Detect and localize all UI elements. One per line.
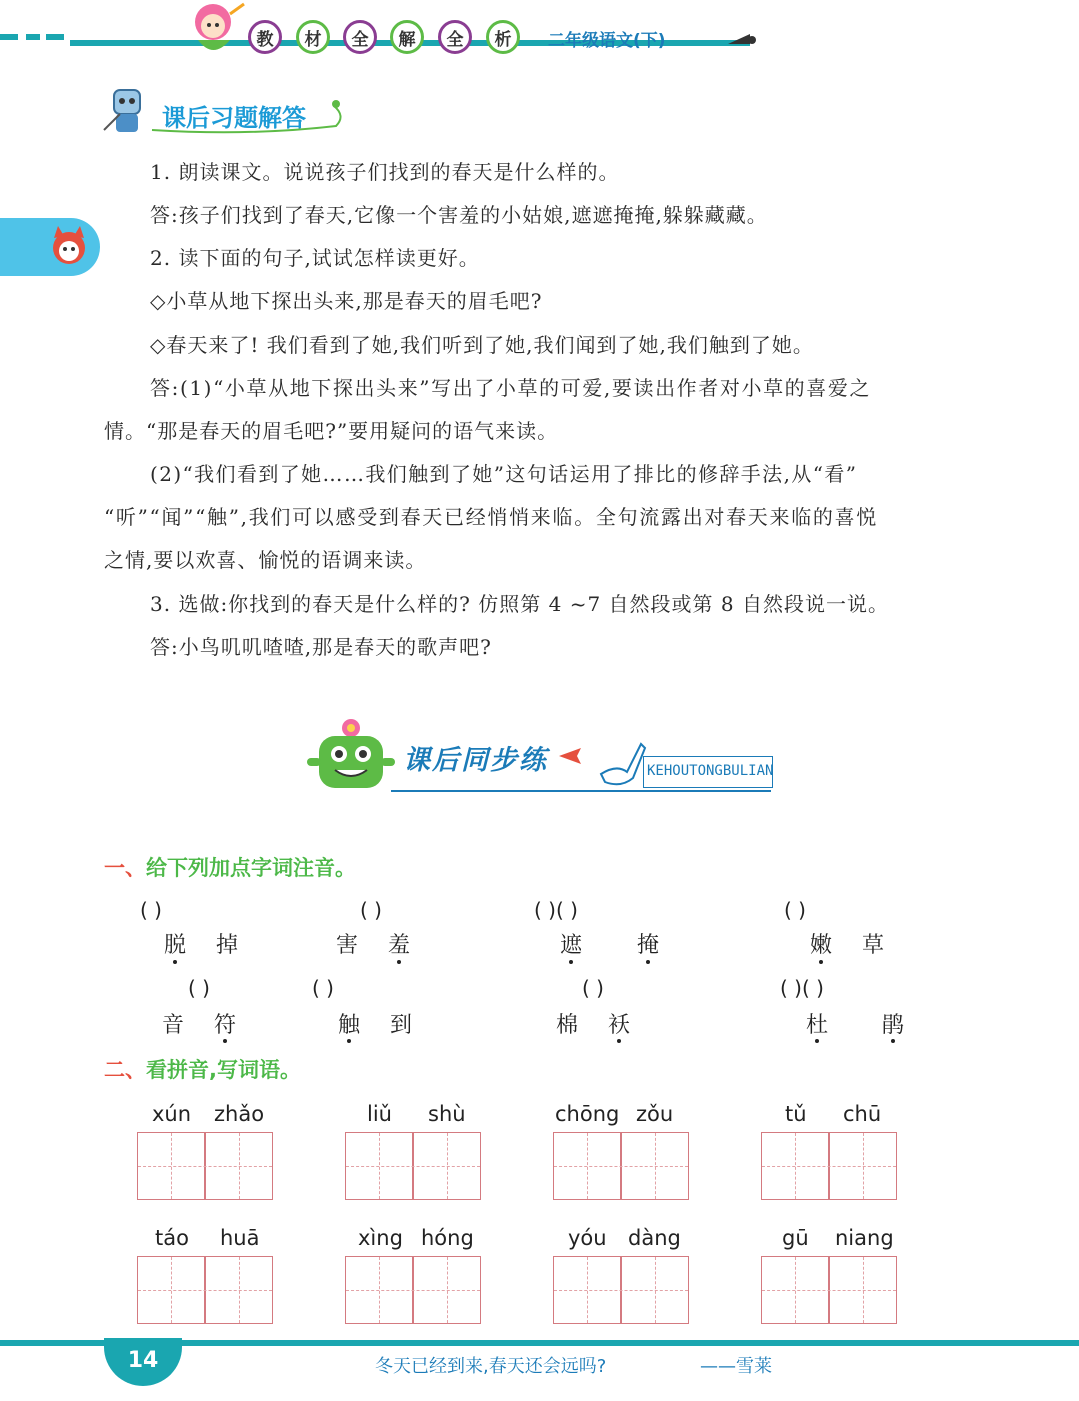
pinyin: niang — [835, 1226, 894, 1250]
footer-quote: 冬天已经到来,春天还会远吗? — [375, 1356, 607, 1377]
answer-line: 3. 选做:你找到的春天是什么样的? 仿照第 4 ~7 自然段或第 8 自然段说一说。 — [150, 592, 889, 616]
exercise1-number: 一、 — [104, 856, 146, 880]
pinyin: chōng — [555, 1102, 620, 1126]
emphasis-dot — [223, 1039, 227, 1043]
answer-line: ◇小草从地下探出头来,那是春天的眉毛吧? — [150, 289, 543, 313]
answer-parentheses[interactable]: ( ) — [784, 898, 806, 922]
answer-parentheses[interactable]: ( ) — [140, 898, 162, 922]
header-title-char: 教 — [248, 20, 282, 54]
word-char: 脱 — [164, 933, 187, 958]
header-title-char: 解 — [390, 20, 424, 54]
page-number: 14 — [127, 1348, 159, 1373]
word-char: 杜 — [806, 1013, 829, 1038]
emphasis-dot — [819, 960, 823, 964]
pinyin: yóu — [568, 1226, 607, 1250]
answer-line: 答:小鸟叽叽喳喳,那是春天的歌声吧? — [150, 635, 492, 659]
answer-parentheses[interactable]: ( ) — [188, 976, 210, 1000]
answer-line: 答:(1)“小草从地下探出头来”写出了小草的可爱,要读出作者对小草的喜爱之 — [150, 376, 872, 400]
emphasis-dot — [347, 1039, 351, 1043]
side-tab — [0, 218, 100, 276]
exercise2-title: 看拼音,写词语。 — [146, 1058, 301, 1082]
arrow-icon — [559, 746, 599, 766]
emphasis-dot — [397, 960, 401, 964]
answer-parentheses[interactable]: ( ) — [312, 976, 334, 1000]
pinyin: xún — [152, 1102, 192, 1126]
answer-line: 1. 朗读课文。说说孩子们找到的春天是什么样的。 — [150, 160, 620, 184]
practice-banner — [305, 718, 775, 798]
word-char: 触 — [338, 1013, 361, 1038]
pinyin: hóng — [421, 1226, 474, 1250]
writing-grid[interactable] — [345, 1132, 481, 1200]
pinyin: tǔ — [785, 1102, 807, 1126]
answer-line: 2. 读下面的句子,试试怎样读更好。 — [150, 246, 480, 270]
pinyin: liǔ — [367, 1102, 392, 1126]
word-char: 袄 — [608, 1013, 631, 1038]
pinyin: zǒu — [636, 1102, 674, 1126]
emphasis-dot — [815, 1039, 819, 1043]
pinyin: shù — [428, 1102, 466, 1126]
emphasis-dot — [173, 960, 177, 964]
writing-grid[interactable] — [761, 1256, 897, 1324]
word-char: 遮 — [560, 933, 583, 958]
word-char: 音 — [162, 1013, 185, 1038]
word-char: 符 — [214, 1013, 237, 1038]
footer-author: ——雪莱 — [700, 1356, 772, 1377]
girl-mascot-icon — [178, 0, 248, 62]
banner-underline — [391, 790, 771, 792]
writing-grid[interactable] — [761, 1132, 897, 1200]
writing-grid[interactable] — [553, 1256, 689, 1324]
writing-grid[interactable] — [137, 1132, 273, 1200]
title-swoosh-icon — [150, 96, 350, 136]
fox-mascot-icon — [46, 224, 92, 270]
answer-line: 答:孩子们找到了春天,它像一个害羞的小姑娘,遮遮掩掩,躲躲藏藏。 — [150, 203, 768, 227]
pinyin: gū — [782, 1226, 809, 1250]
writing-grid[interactable] — [553, 1132, 689, 1200]
answer-parentheses[interactable]: ( ) — [582, 976, 604, 1000]
answer-parentheses[interactable]: ( )( ) — [534, 898, 578, 922]
exercise1-heading — [104, 852, 356, 882]
exercise2-heading — [104, 1054, 301, 1084]
answer-line: (2)“我们看到了她……我们触到了她”这句话运用了排比的修辞手法,从“看” — [150, 462, 858, 486]
pinyin: zhǎo — [214, 1102, 265, 1126]
answer-line: 之情,要以欢喜、愉悦的语调来读。 — [104, 548, 427, 572]
pencil-tip-icon — [728, 30, 758, 50]
pinyin: chū — [843, 1102, 882, 1126]
word-char: 嫩 — [810, 933, 833, 958]
pinyin: xìng — [358, 1226, 403, 1250]
word-char: 羞 — [388, 933, 411, 958]
emphasis-dot — [891, 1039, 895, 1043]
header-title-char: 材 — [296, 20, 330, 54]
word-char: 掩 — [637, 933, 660, 958]
exercise2-number: 二、 — [104, 1058, 146, 1082]
emphasis-dot — [617, 1039, 621, 1043]
pinyin: huā — [220, 1226, 260, 1250]
header-subject: 二年级语文(下) — [548, 31, 666, 51]
exercise1-title: 给下列加点字词注音。 — [146, 856, 356, 880]
answers-section-title: 课后习题解答 — [162, 104, 306, 132]
word-char: 掉 — [216, 933, 239, 958]
header-title-char: 全 — [343, 20, 377, 54]
pointing-hand-icon — [597, 736, 647, 788]
header-title-char: 析 — [486, 20, 520, 54]
word-char: 草 — [862, 933, 885, 958]
header-dash — [26, 34, 40, 40]
word-char: 害 — [336, 933, 359, 958]
emphasis-dot — [646, 960, 650, 964]
page-header — [0, 0, 1079, 70]
green-monster-icon — [305, 718, 395, 798]
word-char: 到 — [390, 1013, 413, 1038]
writing-grid[interactable] — [137, 1256, 273, 1324]
answer-line: 情。“那是春天的眉毛吧?”要用疑问的语气来读。 — [104, 419, 559, 443]
pinyin: táo — [155, 1226, 189, 1250]
practice-banner-title: 课后同步练 — [403, 745, 548, 776]
word-char: 鹃 — [882, 1013, 905, 1038]
answer-parentheses[interactable]: ( )( ) — [780, 976, 824, 1000]
header-dash — [46, 34, 64, 40]
writing-grid[interactable] — [345, 1256, 481, 1324]
word-char: 棉 — [556, 1013, 579, 1038]
pinyin: dàng — [628, 1226, 681, 1250]
practice-banner-subtitle: KEHOUTONGBULIAN — [647, 763, 774, 779]
answer-parentheses[interactable]: ( ) — [360, 898, 382, 922]
header-dash — [0, 34, 18, 40]
answer-line: ◇春天来了! 我们看到了她,我们听到了她,我们闻到了她,我们触到了她。 — [150, 333, 814, 357]
answer-line: “听”“闻”“触”,我们可以感受到春天已经悄悄来临。全句流露出对春天来临的喜悦 — [104, 505, 879, 529]
emphasis-dot — [569, 960, 573, 964]
header-title-char: 全 — [438, 20, 472, 54]
